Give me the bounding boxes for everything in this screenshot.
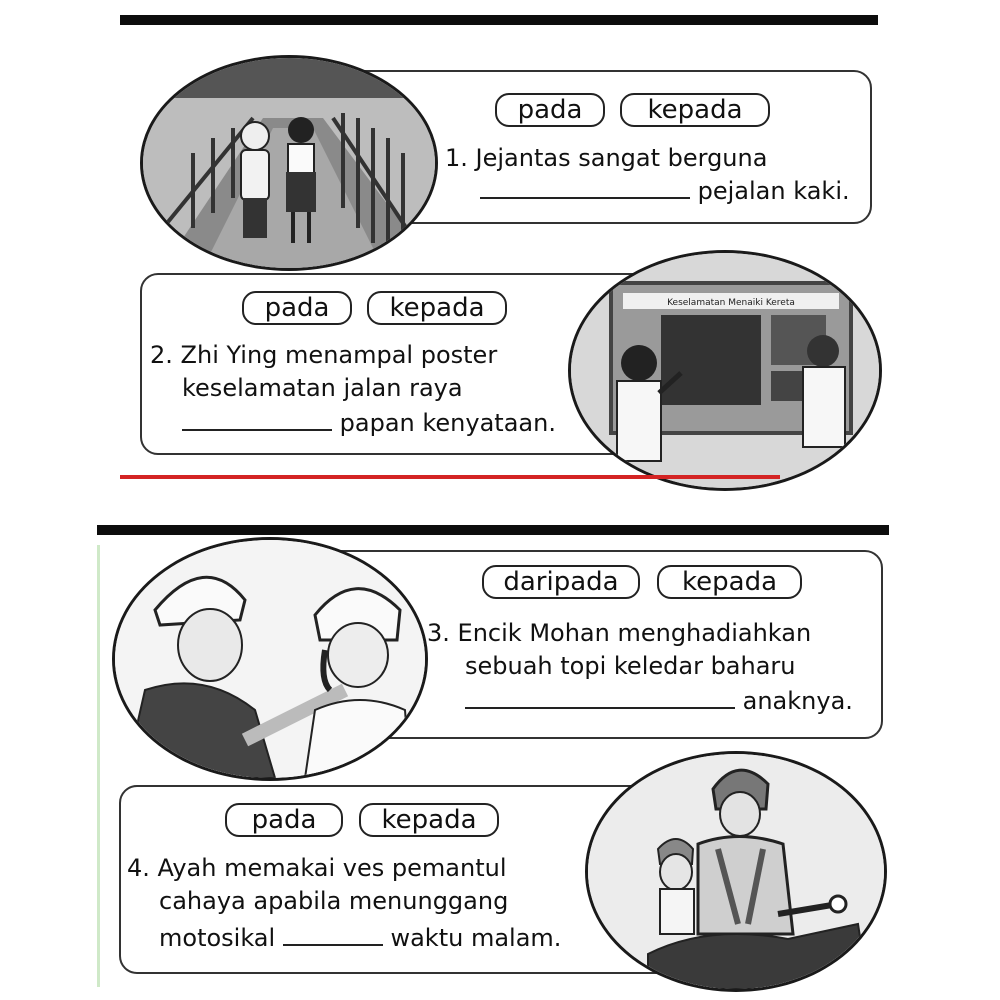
worksheet-top	[120, 15, 878, 487]
q4-line-2	[159, 885, 508, 918]
helmet-illustration-icon	[115, 540, 425, 778]
q1-line-1	[445, 142, 767, 175]
poster-title: Keselamatan Menaiki Kereta	[667, 298, 795, 308]
q4-line-1	[127, 852, 506, 885]
poster-illustration-icon	[571, 253, 879, 488]
q2-line-3	[182, 407, 556, 440]
q1-line-2	[480, 175, 850, 208]
q4-text-2: cahaya apabila menunggang	[159, 887, 509, 915]
q2-number: 2.	[150, 341, 173, 369]
q3-choice-daripada[interactable]: daripada	[482, 565, 640, 599]
q4-number: 4.	[127, 854, 150, 882]
q3-answer-blank[interactable]	[465, 685, 735, 709]
q4-choice-kepada[interactable]: kepada	[359, 803, 499, 837]
q1-text-1: Jejantas sangat berguna	[475, 144, 768, 172]
q1-bridge-illustration	[140, 55, 438, 271]
q1-choice-kepada[interactable]: kepada	[620, 93, 770, 127]
q3-text-3: anaknya.	[742, 687, 853, 715]
q1-choice-pada[interactable]: pada	[495, 93, 605, 127]
q4-text-3b: waktu malam.	[390, 924, 562, 952]
q3-helmet-illustration	[112, 537, 428, 781]
q4-text-1: Ayah memakai ves pemantul	[157, 854, 507, 882]
q2-answer-blank[interactable]	[182, 407, 332, 431]
q2-text-2: keselamatan jalan raya	[182, 374, 463, 402]
q4-text-3a: motosikal	[159, 924, 276, 952]
q2-choice-pada[interactable]: pada	[242, 291, 352, 325]
q2-poster-illustration	[568, 250, 882, 491]
green-edge	[97, 545, 100, 987]
q2-text-1: Zhi Ying menampal poster	[180, 341, 498, 369]
q1-answer-blank[interactable]	[480, 175, 690, 199]
q3-line-3	[465, 685, 853, 718]
q1-text-2: pejalan kaki.	[697, 177, 850, 205]
q1-number: 1.	[445, 144, 468, 172]
worksheet-bottom	[97, 525, 889, 987]
bridge-illustration-icon	[143, 58, 435, 268]
motorcycle-illustration-icon	[588, 754, 884, 989]
q2-choice-kepada[interactable]: kepada	[367, 291, 507, 325]
q3-text-1: Encik Mohan menghadiahkan	[457, 619, 812, 647]
q3-number: 3.	[427, 619, 450, 647]
q4-answer-blank[interactable]	[283, 922, 383, 946]
q4-choice-pada[interactable]: pada	[225, 803, 343, 837]
q2-line-2	[182, 372, 463, 405]
top-frame-bar	[120, 15, 878, 25]
q3-line-2	[465, 650, 796, 683]
q4-motorcycle-illustration	[585, 751, 887, 992]
q3-line-1	[427, 617, 811, 650]
q3-choice-kepada[interactable]: kepada	[657, 565, 802, 599]
q4-line-3	[159, 922, 561, 955]
q3-text-2: sebuah topi keledar baharu	[465, 652, 796, 680]
bottom-frame-bar	[97, 525, 889, 535]
q2-line-1	[150, 339, 497, 372]
red-divider	[120, 475, 780, 479]
q2-text-3: papan kenyataan.	[339, 409, 556, 437]
